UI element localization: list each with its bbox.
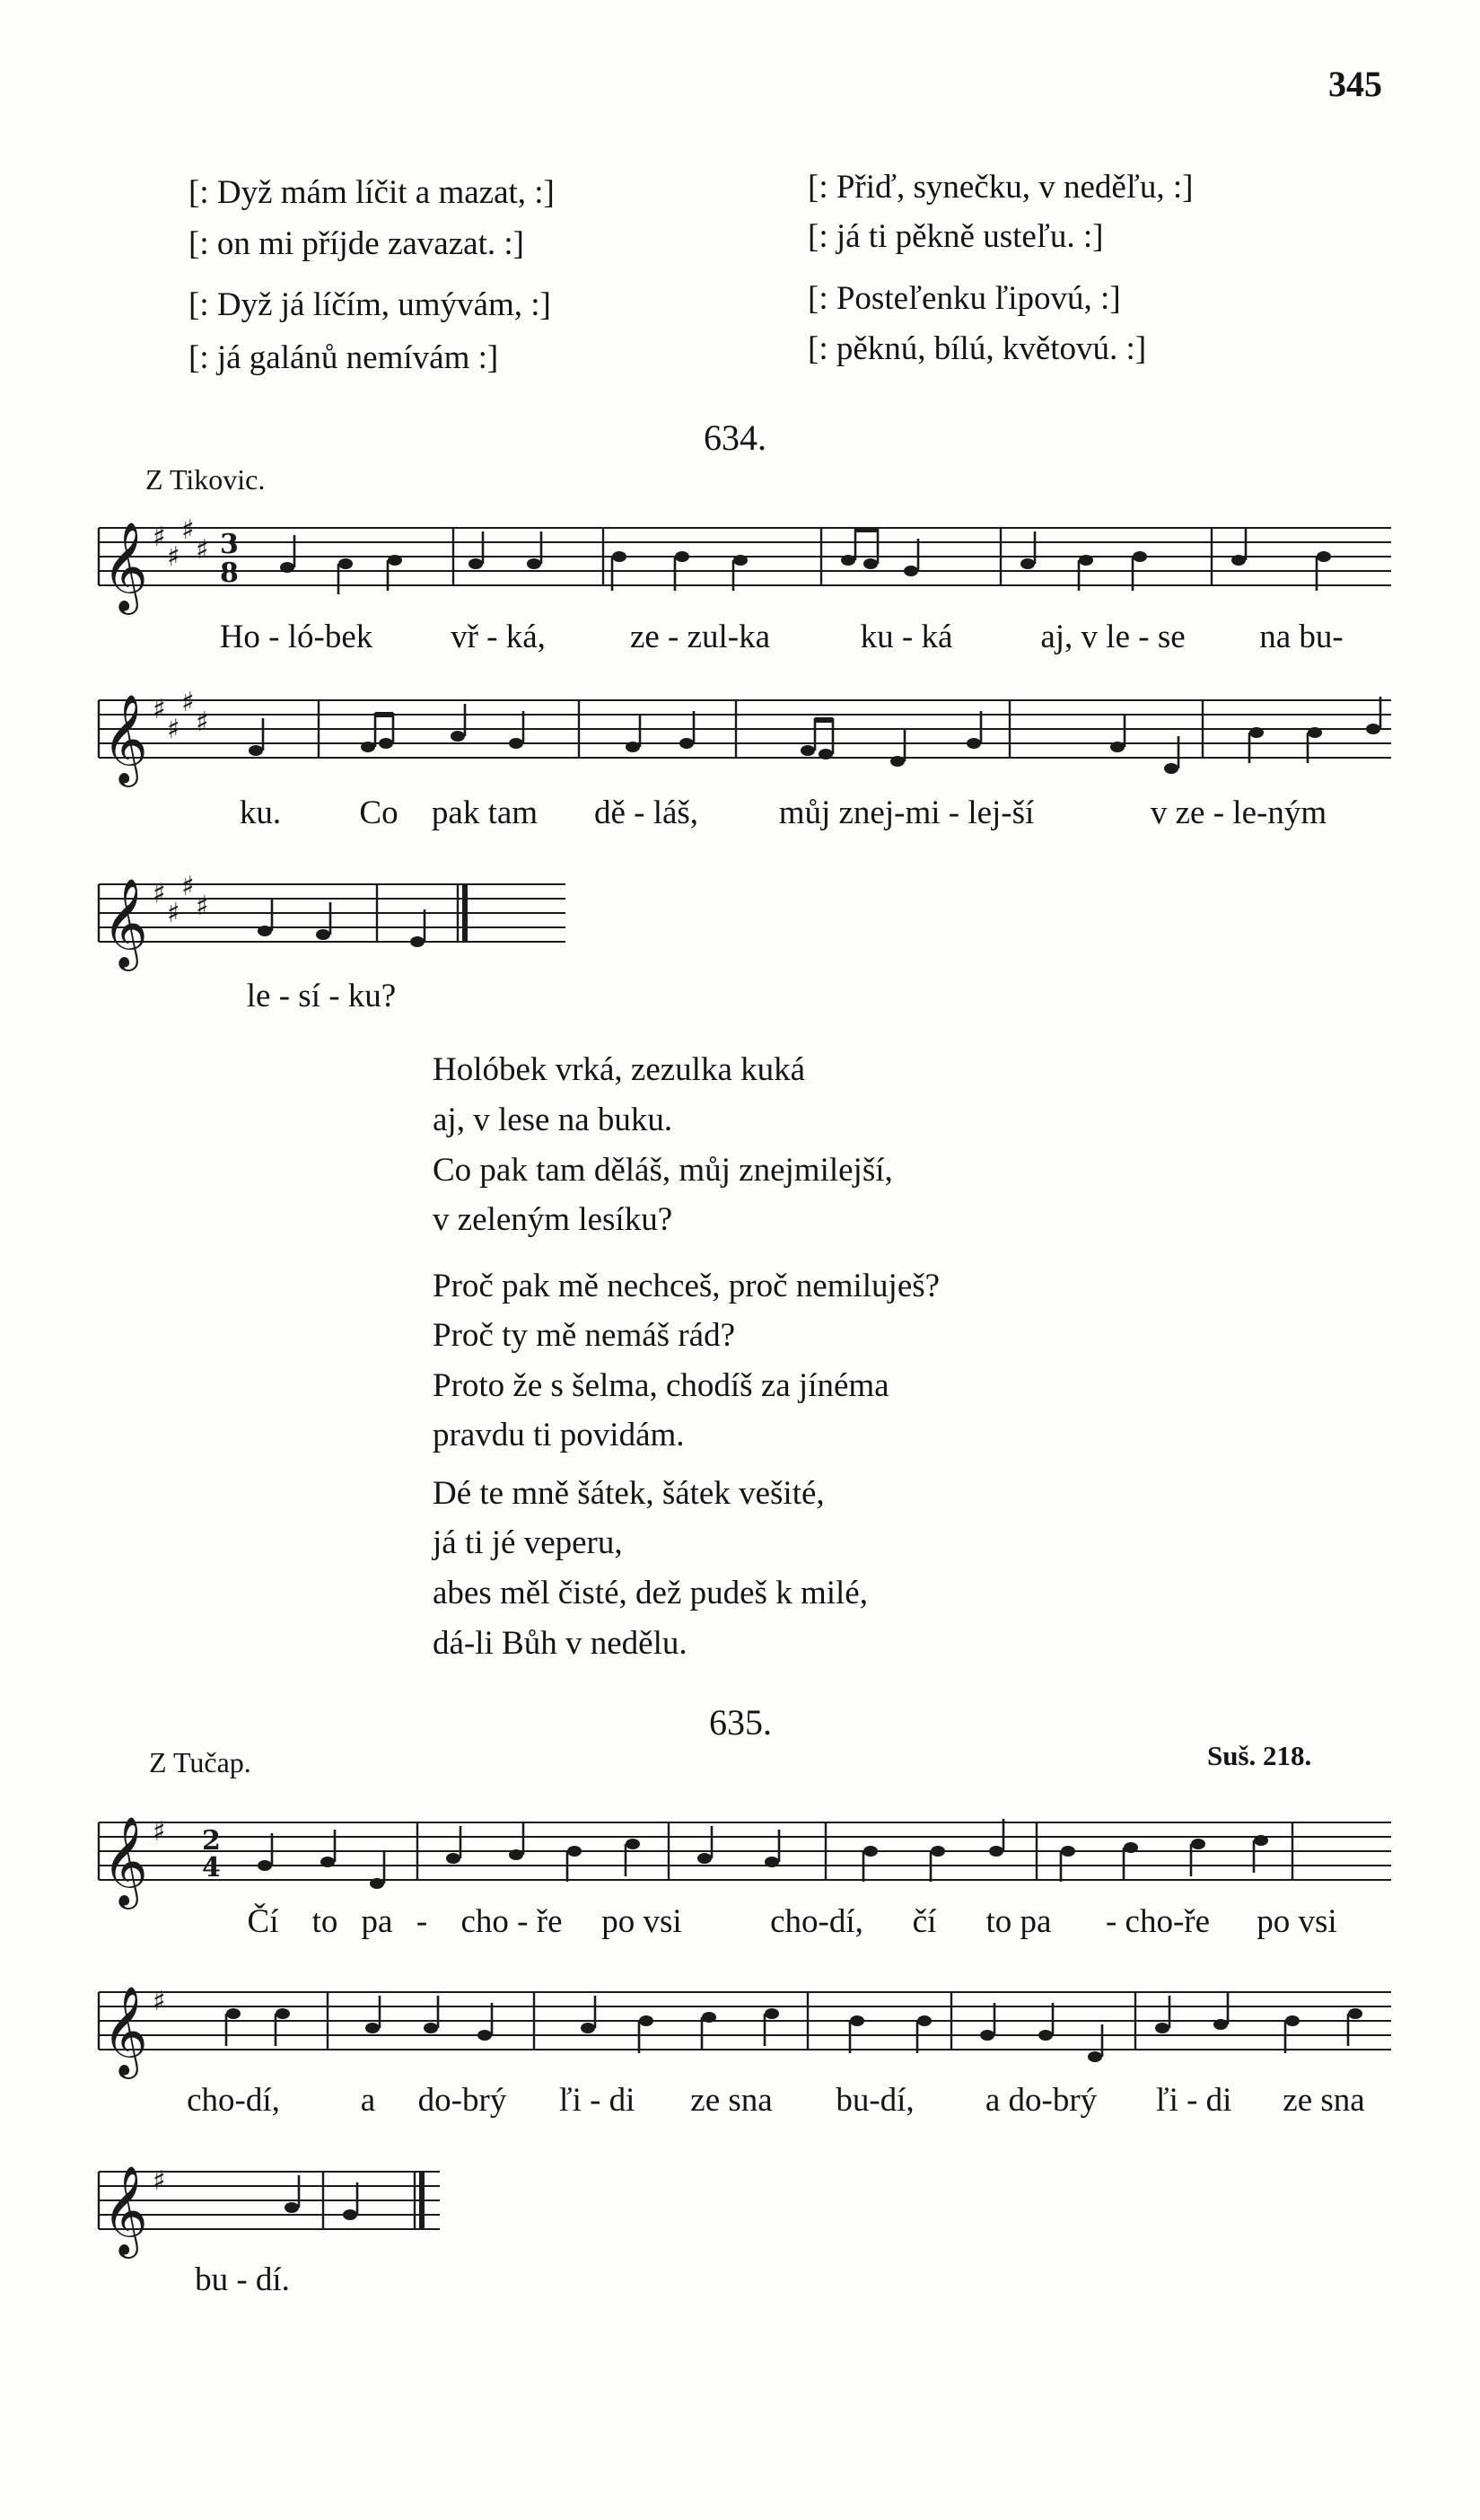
lyric-syllable: a xyxy=(360,2082,376,2119)
text-line: dá-li Bůh v nedělu. xyxy=(433,1625,687,1662)
text-line: Holóbek vrká, zezulka kuká xyxy=(433,1051,806,1088)
staff-lines xyxy=(99,2172,440,2229)
music-staff xyxy=(90,1804,1400,1906)
key-signature xyxy=(153,871,209,929)
song-reference: Suš. 218. xyxy=(1207,1740,1312,1771)
lyric-syllable: bu - dí. xyxy=(195,2261,290,2298)
lyric-syllable: bu-dí, xyxy=(836,2082,915,2119)
lyric-syllable: to xyxy=(311,1903,338,1940)
svg-text:♯: ♯ xyxy=(181,514,195,546)
lyric-syllable: le - sí - ku? xyxy=(246,978,397,1014)
svg-text:2: 2 xyxy=(202,1825,221,1857)
music-staff xyxy=(90,2159,449,2258)
text-line: pravdu ti povidám. xyxy=(433,1417,685,1453)
notes xyxy=(285,2175,357,2220)
treble-clef-icon: 𝄞 xyxy=(102,2165,148,2255)
text-line: Proto že s šelma, chodíš za jínéma xyxy=(433,1367,889,1404)
key-signature xyxy=(153,687,209,745)
lyric-syllable: cho-dí, xyxy=(770,1903,863,1940)
music-staff xyxy=(90,687,1400,790)
svg-text:♯: ♯ xyxy=(153,1816,166,1848)
song-number: 634. xyxy=(704,417,766,458)
lyric-syllable: cho - ře xyxy=(460,1903,563,1940)
lyric-syllable: ku - ká xyxy=(860,619,953,655)
lyric-syllable: Čí xyxy=(247,1903,279,1940)
lyric-syllable: ze sna xyxy=(690,2082,773,2119)
svg-text:♯: ♯ xyxy=(153,2165,166,2197)
key-signature xyxy=(153,514,209,573)
treble-clef-icon: 𝄞 xyxy=(102,1986,148,2076)
song-number: 635. xyxy=(709,1702,772,1743)
notes xyxy=(226,1992,1362,2062)
svg-text:♯: ♯ xyxy=(196,891,209,922)
svg-text:♯: ♯ xyxy=(153,694,166,725)
svg-text:♯: ♯ xyxy=(167,898,180,929)
text-line: Dé te mně šátek, šátek vešité, xyxy=(433,1475,825,1512)
music-staff xyxy=(90,871,574,974)
verse-line: [: Posteľenku ľipovú, :] xyxy=(808,280,1121,317)
text-line: aj, v lese na buku. xyxy=(433,1102,673,1138)
music-staff xyxy=(90,514,1400,618)
lyric-syllable: můj znej-mi - lej-ší xyxy=(778,795,1035,831)
page-number: 345 xyxy=(1328,64,1382,104)
song-origin: Z Tikovic. xyxy=(145,463,266,496)
lyric-syllable: - xyxy=(416,1903,428,1940)
lyric-syllable: cho-dí, xyxy=(187,2082,280,2119)
treble-clef-icon: 𝄞 xyxy=(102,878,148,968)
verse-line: [: on mi příjde zavazat. :] xyxy=(188,225,524,262)
notes xyxy=(249,697,1380,774)
key-signature xyxy=(153,1816,166,1848)
song-origin: Z Tučap. xyxy=(149,1746,251,1778)
treble-clef-icon: 𝄞 xyxy=(102,694,148,784)
lyric-syllable: po vsi xyxy=(1257,1903,1337,1940)
text-line: já ti jé veperu, xyxy=(433,1524,623,1561)
svg-text:♯: ♯ xyxy=(181,687,195,718)
verse-line: [: Přiď, synečku, v neděľu, :] xyxy=(808,169,1194,206)
lyric-syllable: Ho - ló-bek xyxy=(219,619,373,655)
lyric-syllable: pak tam xyxy=(431,795,539,831)
treble-clef-icon: 𝄞 xyxy=(102,522,148,611)
time-signature xyxy=(202,1825,221,1883)
svg-text:8: 8 xyxy=(220,558,239,589)
verse-line: [: Dyž mám líčit a mazat, :] xyxy=(188,174,555,211)
lyric-syllable: po vsi xyxy=(601,1903,682,1940)
staff-lines xyxy=(99,1822,1391,1880)
svg-text:♯: ♯ xyxy=(153,878,166,909)
svg-text:♯: ♯ xyxy=(196,707,209,738)
svg-text:♯: ♯ xyxy=(167,714,180,745)
lyric-syllable: - cho-ře xyxy=(1105,1903,1211,1940)
lyric-syllable: ľi - di xyxy=(1155,2082,1232,2119)
lyric-syllable: ľi - di xyxy=(558,2082,635,2119)
lyric-syllable: a do-brý xyxy=(985,2082,1098,2119)
lyric-syllable: to pa xyxy=(985,1903,1052,1940)
lyric-syllable: na bu- xyxy=(1259,619,1344,655)
lyric-syllable: vř - ká, xyxy=(451,619,546,655)
notes xyxy=(280,528,1331,594)
time-signature xyxy=(220,529,239,589)
notes xyxy=(258,899,425,947)
text-line: Proč ty mě nemáš rád? xyxy=(433,1317,735,1354)
lyric-syllable: ku. xyxy=(239,795,282,831)
lyric-syllable: ze - zul-ka xyxy=(629,619,771,655)
staff-lines xyxy=(99,700,1391,758)
text-line: v zeleným lesíku? xyxy=(433,1201,673,1238)
verse-line: [: já galánů nemívám :] xyxy=(188,339,499,376)
verse-line: [: já ti pěkně usteľu. :] xyxy=(808,218,1104,255)
lyric-syllable: Co xyxy=(359,795,398,831)
svg-text:♯: ♯ xyxy=(153,522,166,553)
svg-text:♯: ♯ xyxy=(181,871,195,902)
lyric-syllable: ze sna xyxy=(1283,2082,1365,2119)
svg-text:♯: ♯ xyxy=(153,1986,166,2017)
lyric-syllable: čí xyxy=(912,1903,937,1940)
verse-line: [: Dyž já líčím, umývám, :] xyxy=(188,286,551,323)
verse-line: [: pěknú, bílú, květovú. :] xyxy=(808,330,1147,367)
svg-text:4: 4 xyxy=(202,1852,221,1883)
text-line: Co pak tam děláš, můj znejmilejší, xyxy=(433,1152,893,1189)
lyric-syllable: dě - láš, xyxy=(593,795,699,831)
staff-lines xyxy=(99,1992,1391,2050)
lyric-syllable: pa xyxy=(361,1903,393,1940)
svg-text:3: 3 xyxy=(220,529,239,560)
lyric-syllable: v ze - le-ným xyxy=(1150,795,1327,831)
text-line: abes měl čisté, dež pudeš k milé, xyxy=(433,1575,868,1611)
key-signature xyxy=(153,2165,166,2197)
svg-text:♯: ♯ xyxy=(196,534,209,566)
lyric-syllable: do-brý xyxy=(417,2082,507,2119)
svg-text:♯: ♯ xyxy=(167,541,180,573)
lyric-syllable: aj, v le - se xyxy=(1040,619,1186,655)
treble-clef-icon: 𝄞 xyxy=(102,1816,148,1906)
music-staff xyxy=(90,1980,1400,2078)
text-line: Proč pak mě nechceš, proč nemiluješ? xyxy=(433,1268,941,1304)
notes xyxy=(258,1819,1268,1889)
key-signature xyxy=(153,1986,166,2017)
